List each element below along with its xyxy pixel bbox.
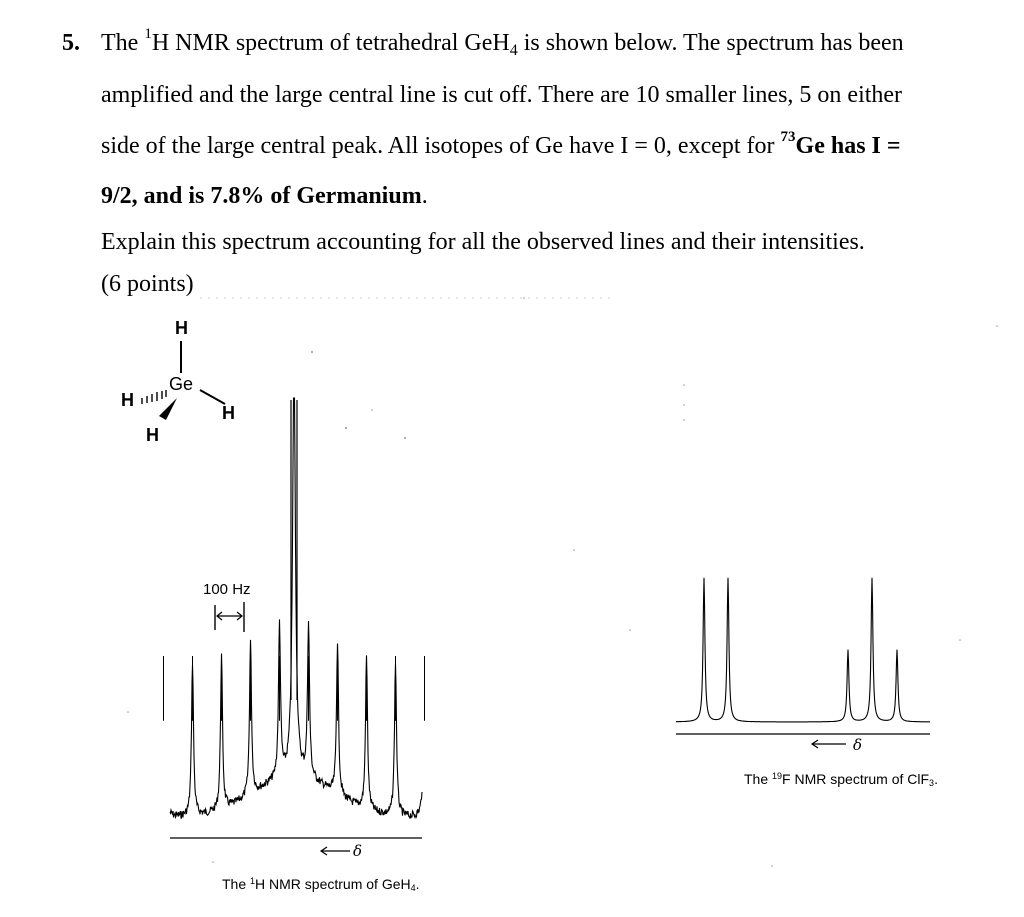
bond-right bbox=[200, 390, 225, 404]
question-line-2: amplified and the large central line is cut off. There are 10 smaller lines, 5 on either bbox=[101, 82, 903, 108]
geh4-caption: The $^1$H NMR spectrum of GeH$_4$. bbox=[222, 876, 420, 893]
atom-h-right: H bbox=[222, 403, 235, 423]
clf3-spectrum bbox=[676, 578, 930, 754]
question-points: (6 points) bbox=[101, 271, 194, 297]
clf3-caption: The $^{19}$F NMR spectrum of ClF$_3$. bbox=[744, 771, 938, 788]
clf3-delta-label: δ bbox=[853, 736, 863, 754]
question-line-3: side of the large central peak. All isotopes of Ge have I = 0, except for $^{73}$Ge has I = bbox=[101, 129, 901, 159]
hashed-wedge-bond bbox=[142, 390, 166, 404]
question-line-4: 9/2, and is 7.8% of Germanium. bbox=[101, 183, 428, 209]
atom-h-left: H bbox=[121, 390, 134, 410]
geh4-spectrum-trace bbox=[170, 398, 422, 819]
geh4-structure bbox=[121, 318, 235, 445]
geh4-delta-label: δ bbox=[353, 842, 363, 860]
question-number: 5. bbox=[62, 30, 80, 56]
atom-h-top: H bbox=[175, 318, 188, 338]
clf3-spectrum-trace bbox=[676, 578, 930, 722]
geh4-spectrum bbox=[164, 398, 425, 860]
geh4-peak-markers bbox=[164, 400, 425, 721]
solid-wedge-bond bbox=[159, 398, 177, 420]
atom-h-bottom: H bbox=[146, 425, 159, 445]
scale-label: 100 Hz bbox=[203, 581, 251, 598]
question-instruction: Explain this spectrum accounting for all the observed lines and their intensities. bbox=[101, 229, 865, 255]
atom-ge: Ge bbox=[169, 374, 194, 394]
question-line-1: The $^1$H NMR spectrum of tetrahedral GeH$_4$ is shown below. The spectrum has been bbox=[101, 26, 904, 59]
